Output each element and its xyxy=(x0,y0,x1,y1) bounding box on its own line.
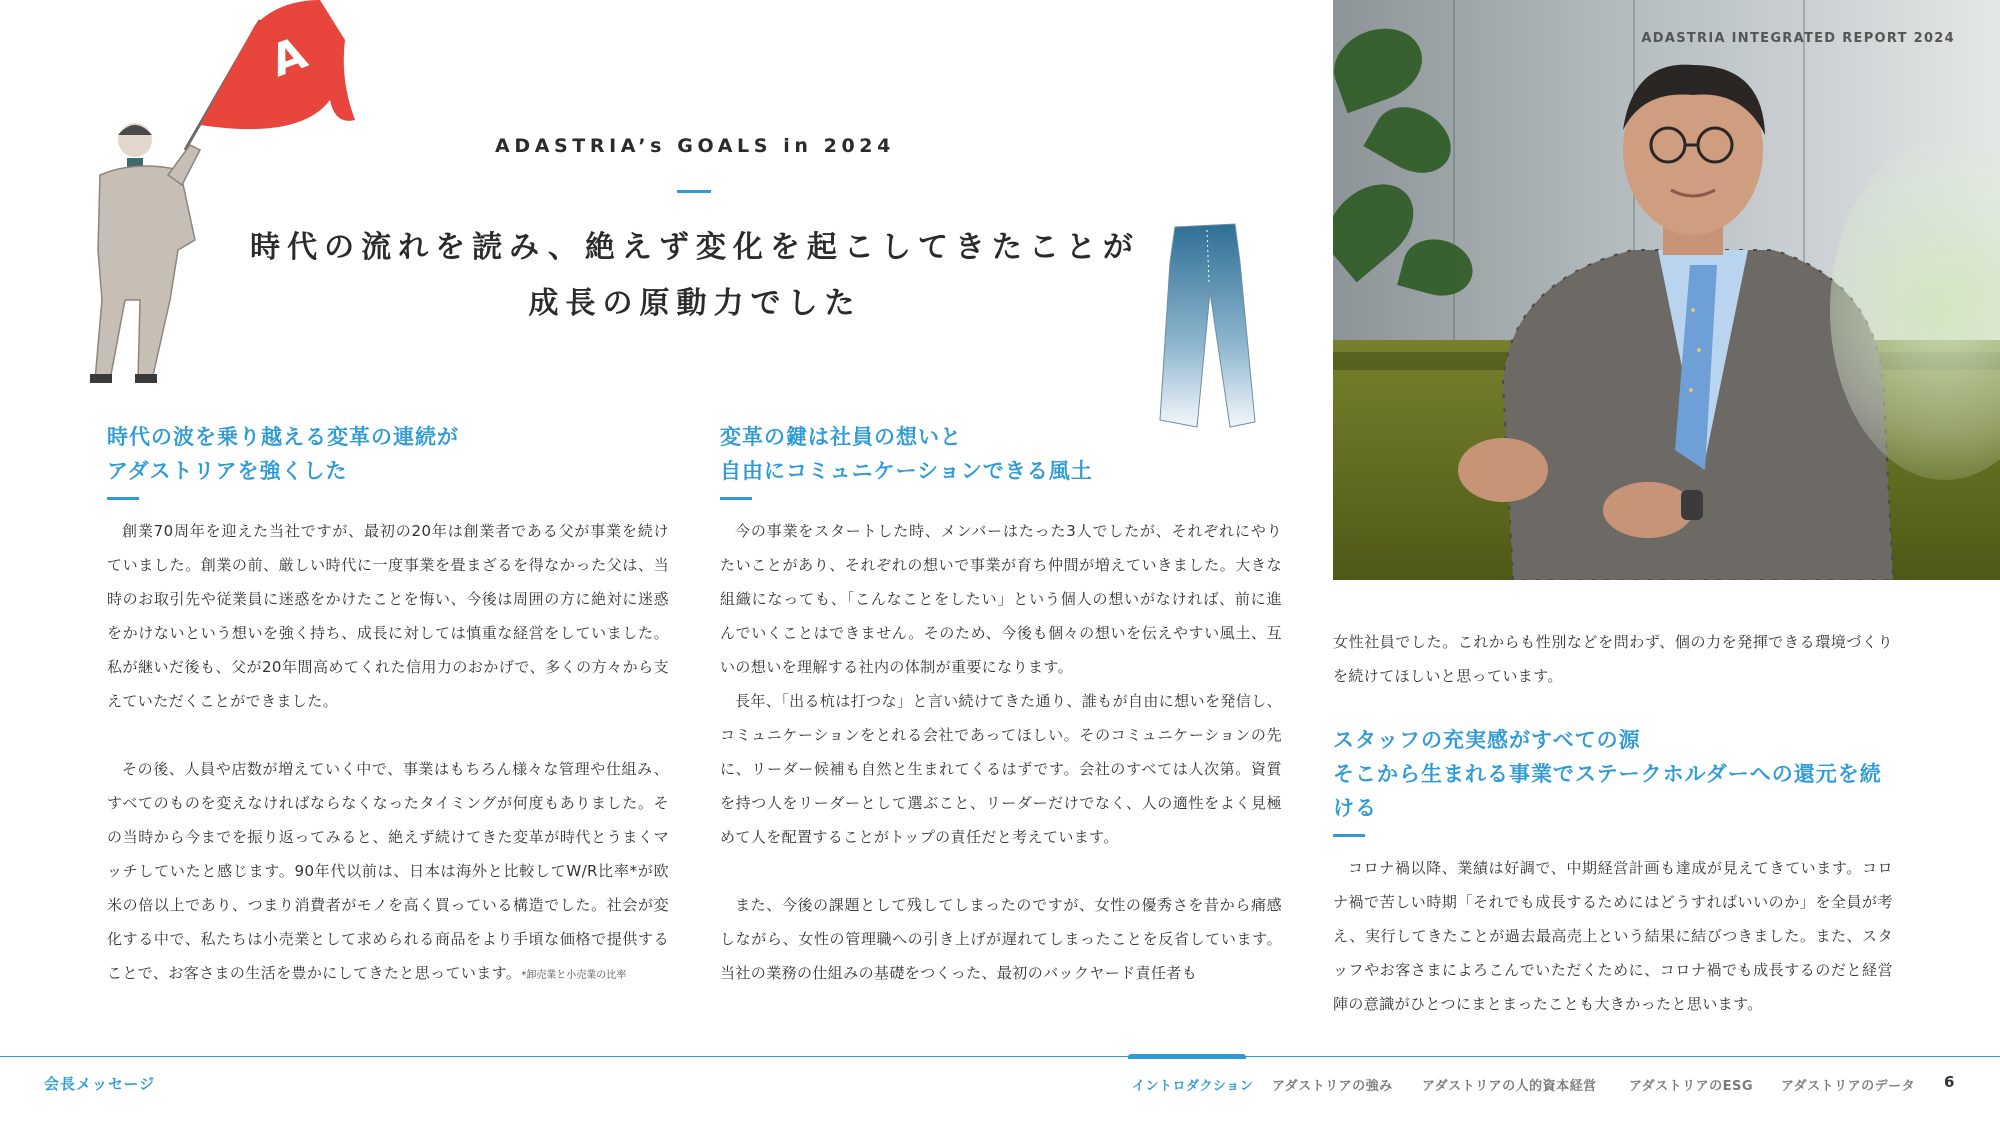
paragraph: 創業70周年を迎えた当社ですが、最初の20年は創業者である父が事業を続けていました。創業の前、厳しい時代に一度事業を畳まざるを得なかった父は、当時のお取引先や従業員に迷惑をかけたことを悔い、今後は周囲の方に絶対に迷惑をかけないという想いを強く持ち、成長に対しては慎重な経営をしていました。私が継いだ後も、父が20年間高めてくれた信用力のおかげで、多くの方々から支えていただくことができました。 xyxy=(107,522,669,710)
paragraph: 今の事業をスタートした時、メンバーはたった3人でしたが、それぞれにやりたいことがあり、それぞれの想いで事業が育ち仲間が増えていきました。大きな組織になっても、「こんなことをしたい」という個人の想いがなければ、前に進んでいくことはできません。そのため、今後も個々の想いを伝えやすい風土、互いの想いを理解する社内の体制が重要になります。 xyxy=(720,522,1282,676)
section-heading xyxy=(107,420,669,488)
nav-data[interactable]: アダストリアのデータ xyxy=(1781,1079,1916,1094)
headline-line-2: 成長の原動力でした xyxy=(528,286,862,321)
page-headline xyxy=(200,220,1190,332)
footnote: *卸売業と小売業の比率 xyxy=(521,970,627,981)
column-2 xyxy=(720,420,1282,990)
heading-line-2: そこから生まれる事業でステークホルダーへの還元を続ける xyxy=(1333,762,1882,820)
footer-section-title[interactable]: 会長メッセージ xyxy=(44,1075,156,1093)
section-divider xyxy=(1333,834,1365,837)
footer-divider xyxy=(0,1056,2000,1057)
goals-divider xyxy=(677,190,711,193)
page-number: 6 xyxy=(1944,1073,1955,1091)
nav-esg[interactable]: アダストリアのESG xyxy=(1629,1079,1754,1094)
heading-line-1: スタッフの充実感がすべての源 xyxy=(1333,728,1641,752)
nav-strengths[interactable]: アダストリアの強み xyxy=(1272,1079,1393,1094)
footer-active-indicator xyxy=(1128,1054,1246,1059)
paragraph xyxy=(107,752,669,993)
paragraph: また、今後の課題として残してしまったのですが、女性の優秀さを昔から痛感しながら、女性の管理職への引き上げが遅れてしまったことを反省しています。当社の業務の仕組みの基礎をつくった、最初のバックヤード責任者も xyxy=(720,896,1282,982)
heading-line-2: 自由にコミュニケーションできる風土 xyxy=(720,459,1093,483)
section-divider xyxy=(720,497,752,500)
paragraph: コロナ禍以降、業績は好調で、中期経営計画も達成が見えてきています。コロナ禍で苦しい時期「それでも成長するためにはどうすればいいのか」を全員が考え、実行してきたことが過去最高売上という結果に結びつきました。また、スタッフやお客さまによろこんでいただくために、コロナ禍でも成長するのだと経営陣の意識がひとつにまとまったことも大きかったと思います。 xyxy=(1333,859,1893,1013)
section-divider xyxy=(107,497,139,500)
nav-human-capital[interactable]: アダストリアの人的資本経営 xyxy=(1422,1079,1597,1094)
chairman-photo xyxy=(1333,0,2000,580)
report-title: ADASTRIA INTEGRATED REPORT 2024 xyxy=(1641,31,1955,46)
paragraph-continuation: 女性社員でした。これからも性別などを問わず、個の力を発揮できる環境づくりを続けてほしいと思っています。 xyxy=(1333,633,1893,685)
section-heading xyxy=(720,420,1282,488)
heading-line-1: 変革の鍵は社員の想いと xyxy=(720,425,962,449)
column-3 xyxy=(1333,625,1893,1021)
column-1 xyxy=(107,420,669,993)
paragraph: 長年、「出る杭は打つな」と言い続けてきた通り、誰もが自由に想いを発信し、コミュニケーションをとれる会社であってほしい。そのコミュニケーションの先に、リーダー候補も自然と生まれてくるはずです。会社のすべては人次第。資質を持つ人をリーダーとして選ぶこと、リーダーだけでなく、人の適性をよく見極めて人を配置することがトップの責任だと考えています。 xyxy=(720,692,1282,846)
flag-letter: A xyxy=(263,27,314,88)
paragraph-text: その後、人員や店数が増えていく中で、事業はもちろん様々な管理や仕組み、すべてのものを変えなければならなくなったタイミングが何度もありました。その当時から今までを振り返ってみると、絶えず続けてきた変革が時代とうまくマッチしていたと感じます。90年代以前は、日本は海外と比較してW/R比率*が欧米の倍以上であり、つまり消費者がモノを高く買っている構造でした。社会が変化する中で、私たちは小売業として求められる商品をより手頃な価格で提供することで、お客さまの生活を豊かにしてきたと思っています。 xyxy=(107,760,669,982)
heading-line-1: 時代の波を乗り越える変革の連続が xyxy=(107,425,459,449)
nav-introduction[interactable]: イントロダクション xyxy=(1132,1079,1254,1094)
headline-line-1: 時代の流れを読み、絶えず変化を起こしてきたことが xyxy=(250,230,1140,265)
heading-line-2: アダストリアを強くした xyxy=(107,459,348,483)
goals-label: ADASTRIA’s GOALS in 2024 xyxy=(495,135,895,157)
section-heading xyxy=(1333,723,1893,825)
